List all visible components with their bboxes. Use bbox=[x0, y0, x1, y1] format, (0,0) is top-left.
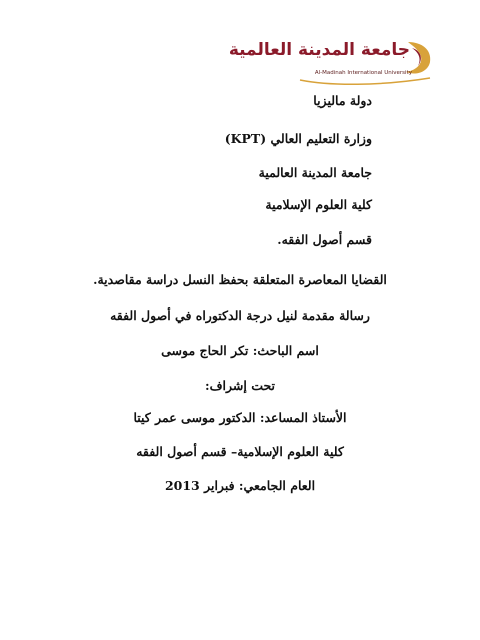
supervisor-name: الأستاذ المساعد: الدكتور موسى عمر كيتا bbox=[133, 410, 347, 425]
thesis-title: القضايا المعاصرة المتعلقة بحفظ النسل دراسة مقاصدية. bbox=[93, 272, 387, 287]
faculty-line: كلية العلوم الإسلامية bbox=[265, 197, 372, 212]
logo-arabic-name: جامعة المدينة العالمية bbox=[228, 40, 410, 60]
faculty-department: كلية العلوم الإسلامية– قسم أصول الفقه bbox=[136, 444, 344, 459]
logo-english-name: Al-Madinah International University bbox=[314, 70, 412, 76]
academic-year: العام الجامعي: فبراير 2013 bbox=[164, 478, 316, 493]
country-line: دولة ماليزيا bbox=[313, 93, 372, 108]
university-logo bbox=[228, 36, 440, 94]
ministry-line: وزارة التعليم العالي (KPT) bbox=[224, 131, 372, 146]
supervision-label: تحت إشراف: bbox=[204, 378, 276, 393]
thesis-degree: رسالة مقدمة لنيل درجة الدكتوراه في أصول الفقه bbox=[110, 308, 370, 323]
researcher-name: اسم الباحث: تكر الحاج موسى bbox=[161, 343, 319, 358]
university-line: جامعة المدينة العالمية bbox=[258, 165, 372, 180]
department-line: قسم أصول الفقه. bbox=[277, 232, 372, 247]
